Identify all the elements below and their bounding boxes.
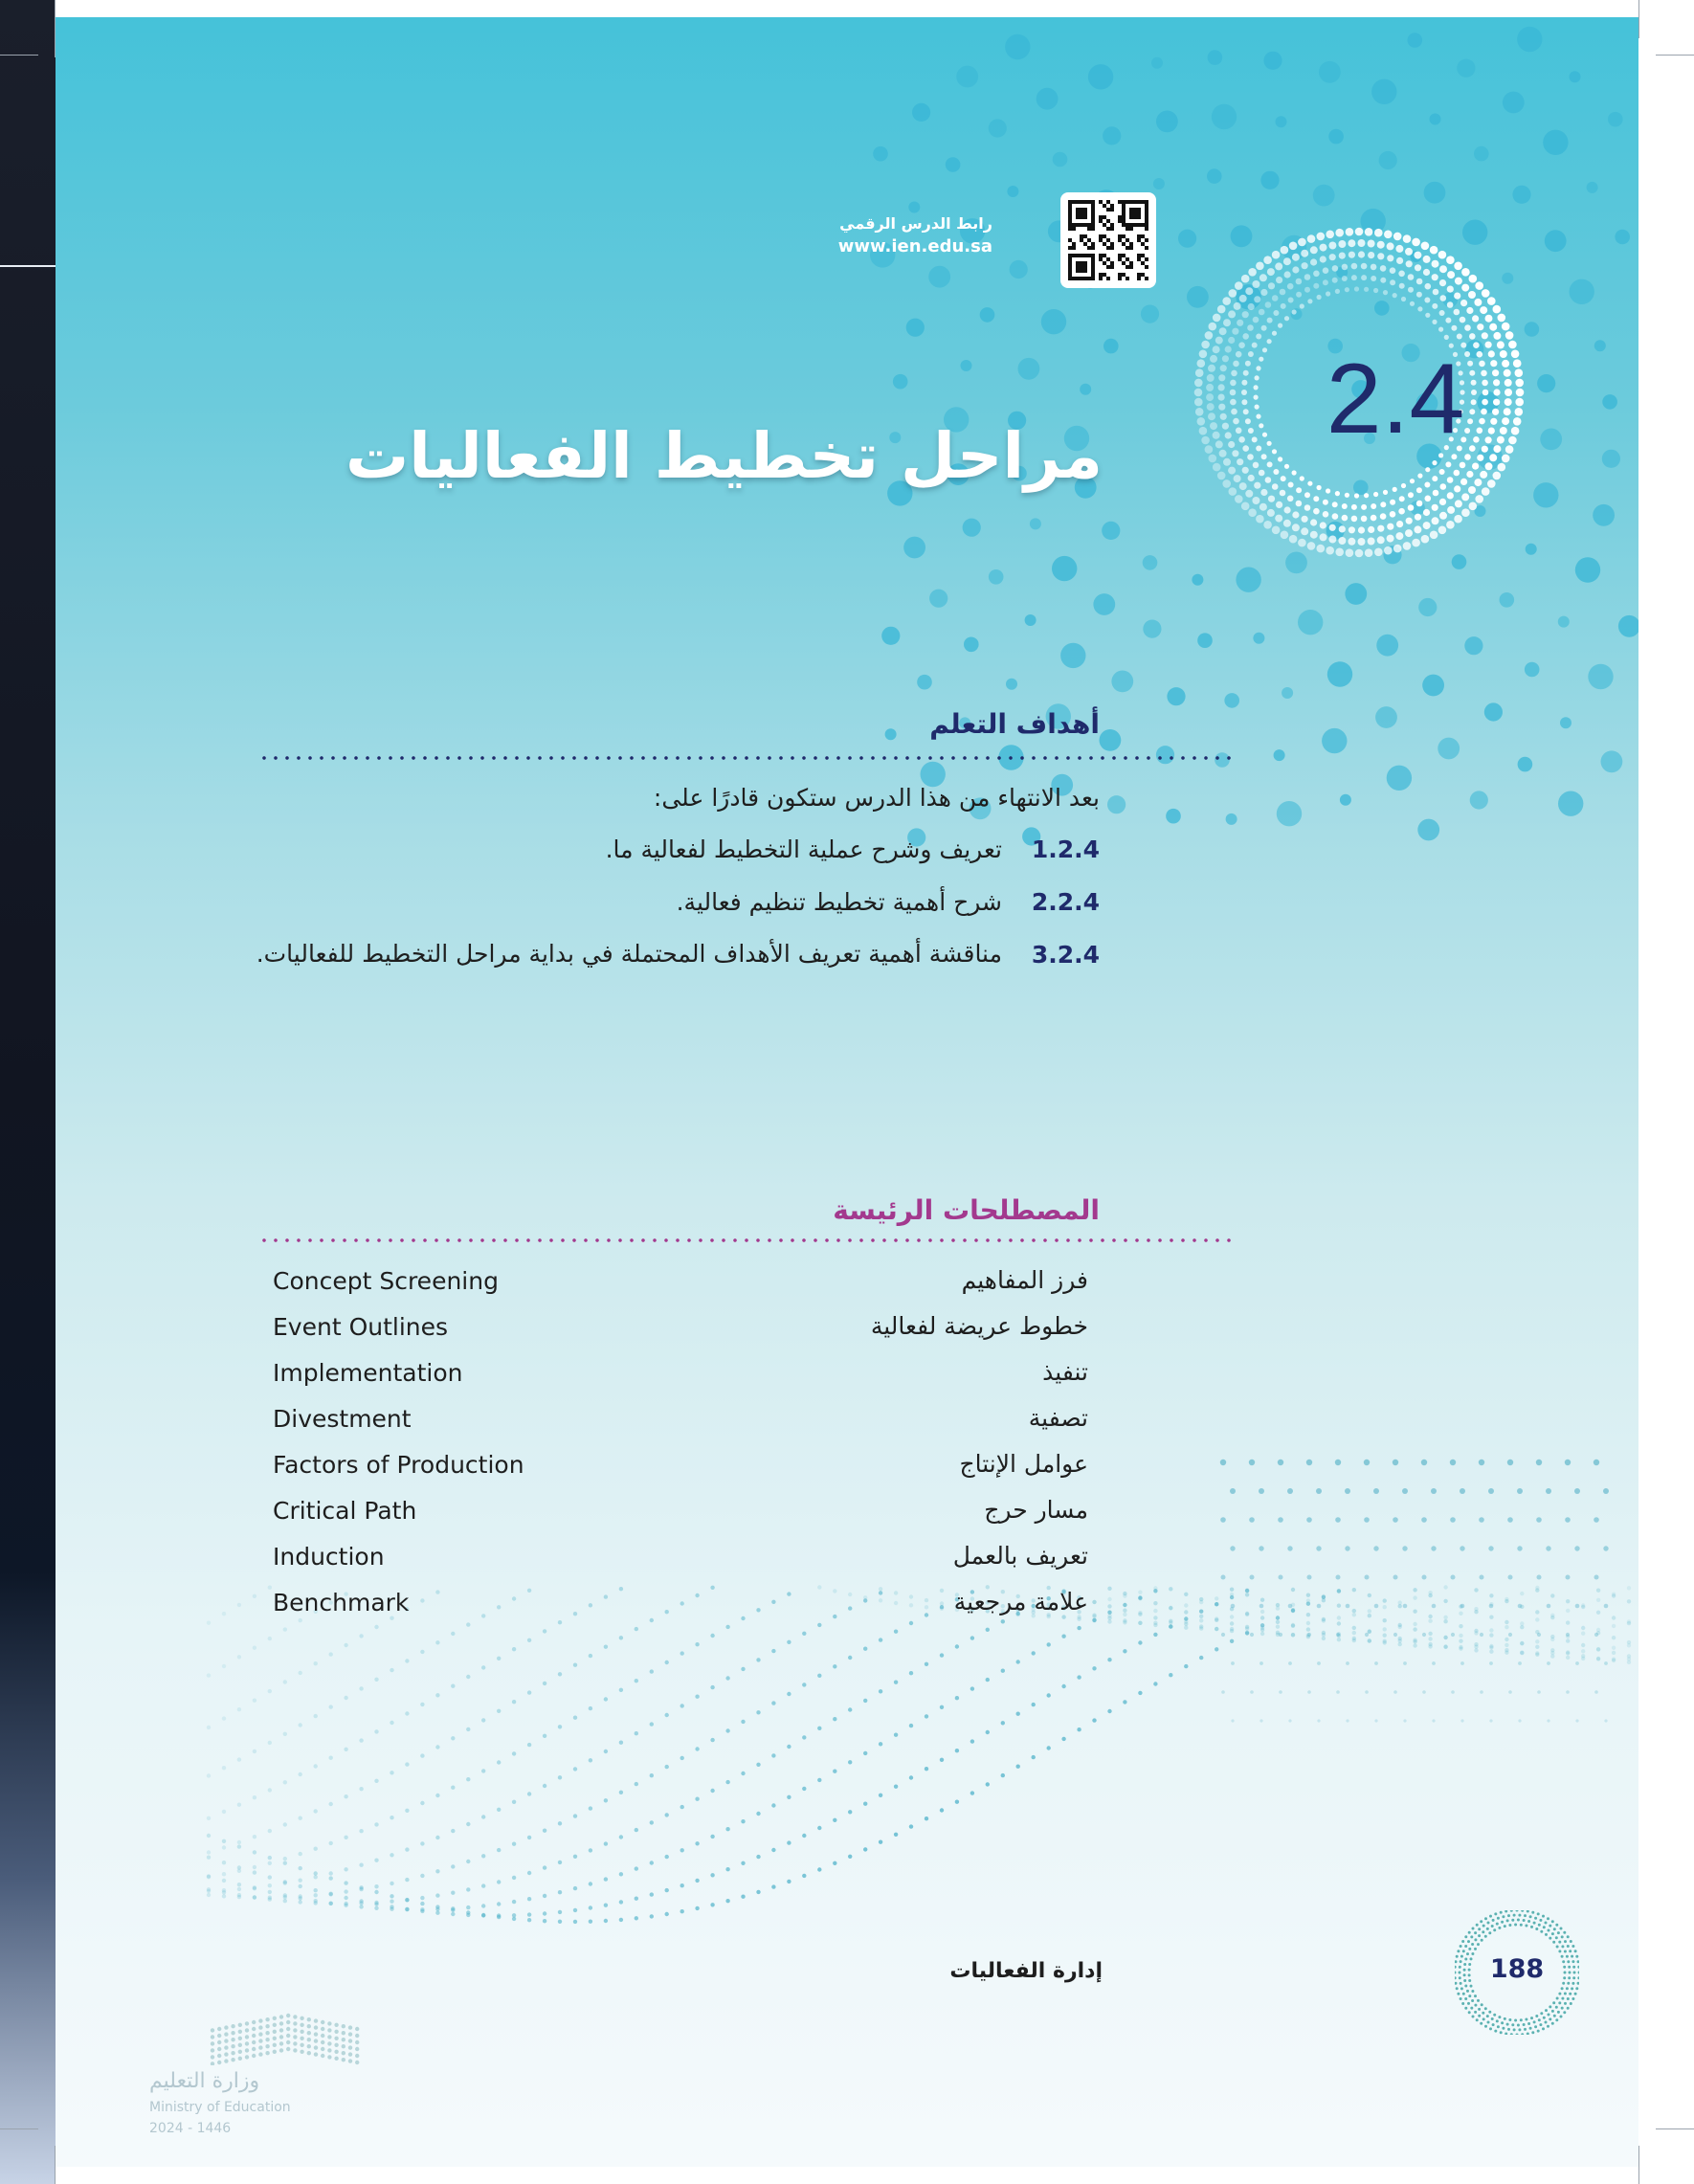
term-english: Event Outlines	[273, 1313, 449, 1341]
crop-mark	[55, 0, 56, 57]
digital-lesson-link[interactable]	[838, 213, 992, 259]
terms-divider	[258, 1238, 1235, 1242]
term-english: Benchmark	[273, 1589, 410, 1616]
crop-mark	[1638, 2146, 1639, 2184]
term-arabic: علامة مرجعية	[953, 1588, 1088, 1616]
qr-code-icon	[1068, 200, 1148, 280]
ministry-name-english: Ministry of Education	[149, 2100, 291, 2115]
crop-mark	[1656, 55, 1694, 56]
lesson-title: مراحل تخطيط الفعاليات	[345, 419, 1103, 493]
objective-text: تعريف وشرح عملية التخطيط لفعالية ما.	[605, 836, 1002, 863]
lesson-number: 2.4	[1326, 344, 1465, 455]
term-english: Implementation	[273, 1359, 463, 1387]
ministry-logo-icon	[207, 2008, 369, 2065]
objective-number: 2.2.4	[1031, 888, 1100, 916]
term-arabic: مسار حرج	[984, 1496, 1088, 1524]
edition-year: 2024 - 1446	[149, 2121, 232, 2136]
term-arabic: تصفية	[1028, 1404, 1088, 1432]
page	[56, 17, 1638, 2167]
term-english: Factors of Production	[273, 1451, 524, 1479]
objectives-divider	[258, 756, 1235, 760]
book-title: إدارة الفعاليات	[949, 1959, 1103, 1983]
term-english: Divestment	[273, 1405, 412, 1433]
decorative-dot-pattern	[56, 17, 1638, 2167]
term-arabic: عوامل الإنتاج	[959, 1450, 1088, 1478]
terms-heading: المصطلحات الرئيسة	[833, 1194, 1100, 1226]
term-arabic: فرز المفاهيم	[961, 1266, 1088, 1294]
objective-text: شرح أهمية تخطيط تنظيم فعالية.	[676, 888, 1002, 916]
crop-mark	[0, 55, 38, 56]
crop-mark	[0, 2128, 38, 2129]
objective-number: 3.2.4	[1031, 941, 1100, 969]
objectives-intro: بعد الانتهاء من هذا الدرس ستكون قادرًا على:	[653, 784, 1100, 812]
term-english: Induction	[273, 1543, 385, 1571]
crop-mark	[1638, 0, 1639, 38]
term-english: Concept Screening	[273, 1267, 499, 1295]
objective-number: 1.2.4	[1031, 836, 1100, 863]
crop-mark	[0, 265, 56, 267]
crop-mark	[55, 2146, 56, 2184]
term-arabic: تعريف بالعمل	[952, 1542, 1088, 1570]
digital-lesson-url[interactable]: www.ien.edu.sa	[837, 236, 992, 256]
term-arabic: تنفيذ	[1042, 1358, 1088, 1386]
digital-lesson-caption: رابط الدرس الرقمي	[839, 214, 992, 233]
page-number: 188	[1489, 1954, 1545, 1984]
crop-mark	[1656, 2128, 1694, 2129]
term-english: Critical Path	[273, 1497, 417, 1525]
objective-text: مناقشة أهمية تعريف الأهداف المحتملة في بداية مراحل التخطيط للفعاليات.	[256, 940, 1002, 968]
qr-code[interactable]	[1060, 192, 1156, 288]
ministry-name-arabic: وزارة التعليم	[149, 2069, 260, 2093]
term-arabic: خطوط عريضة لفعالية	[870, 1312, 1088, 1340]
objectives-heading: أهداف التعلم	[929, 708, 1100, 740]
dark-left-strip	[0, 0, 56, 2184]
